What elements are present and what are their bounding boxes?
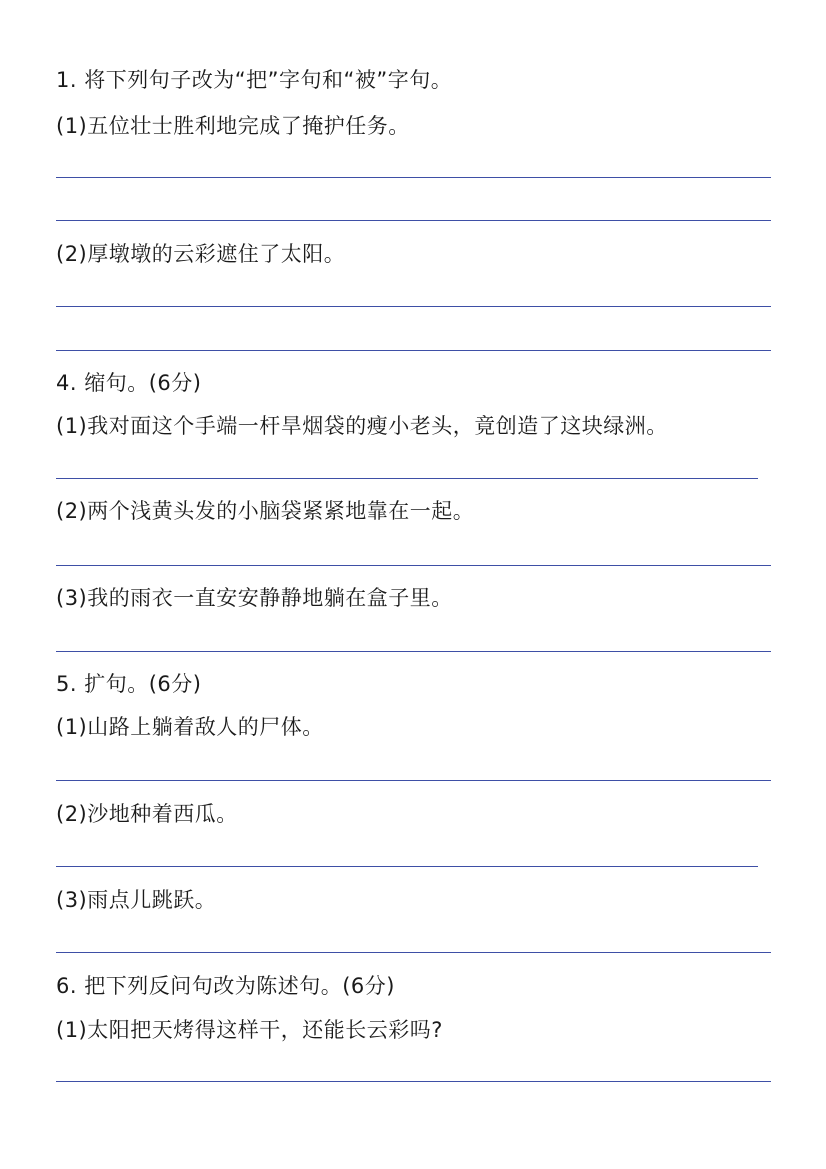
q5-item-2-answer-line[interactable] — [56, 866, 758, 867]
q6-item-1-answer-line[interactable] — [56, 1081, 771, 1082]
q4-item-1-answer-line[interactable] — [56, 478, 758, 479]
q5-item-1: (1)山路上躺着敌人的尸体。 — [56, 715, 324, 739]
q4-item-2-answer-line[interactable] — [56, 565, 771, 566]
q1-item-1-answer-line-2[interactable] — [56, 220, 771, 221]
q4-item-2: (2)两个浅黄头发的小脑袋紧紧地靠在一起。 — [56, 499, 475, 523]
q1-item-2-answer-line-2[interactable] — [56, 350, 771, 351]
q1-item-2: (2)厚墩墩的云彩遮住了太阳。 — [56, 242, 346, 266]
q4-item-3-answer-line[interactable] — [56, 651, 771, 652]
q6-item-1: (1)太阳把天烤得这样干，还能长云彩吗? — [56, 1018, 443, 1042]
q4-item-3: (3)我的雨衣一直安安静静地躺在盒子里。 — [56, 586, 453, 610]
q5-item-3: (3)雨点儿跳跃。 — [56, 888, 217, 912]
q5-item-2: (2)沙地种着西瓜。 — [56, 802, 238, 826]
q1-item-1-answer-line-1[interactable] — [56, 177, 771, 178]
q1-item-2-answer-line-1[interactable] — [56, 306, 771, 307]
q5-item-1-answer-line[interactable] — [56, 780, 771, 781]
q1-heading: 1. 将下列句子改为“把”字句和“被”字句。 — [56, 68, 453, 92]
q5-item-3-answer-line[interactable] — [56, 952, 771, 953]
q1-item-1: (1)五位壮士胜利地完成了掩护任务。 — [56, 114, 410, 138]
q6-heading: 6. 把下列反问句改为陈述句。(6分) — [56, 974, 395, 998]
q4-heading: 4. 缩句。(6分) — [56, 371, 202, 395]
q5-heading: 5. 扩句。(6分) — [56, 672, 202, 696]
q4-item-1: (1)我对面这个手端一杆旱烟袋的瘦小老头，竟创造了这块绿洲。 — [56, 414, 668, 438]
